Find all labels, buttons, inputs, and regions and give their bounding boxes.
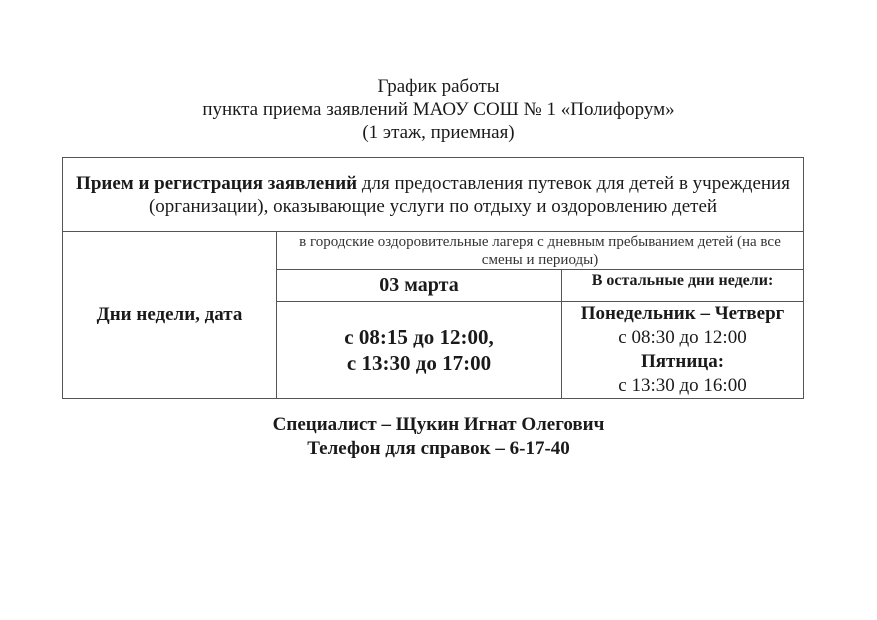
table-row [63, 232, 804, 270]
intro-bold-text: Прием и регистрация заявлений [76, 172, 358, 194]
camp-note: в городские оздоровительные лагеря с дневным пребыванием детей (на все смены и периоды) [299, 233, 781, 268]
friday-time: с 13:30 до 16:00 [618, 375, 747, 396]
document-header [0, 75, 877, 144]
date-heading: 03 марта [379, 274, 459, 296]
phone-line: Телефон для справок – 6-17-40 [307, 438, 570, 459]
date-time-line-2: с 13:30 до 17:00 [346, 351, 492, 375]
document-footer [0, 413, 877, 461]
intro-text: для предоставления путевок для детей в учреждения (организации), оказывающие услуги по отдыху и оздоровлению детей [148, 172, 790, 217]
table-row [63, 158, 804, 232]
mon-thu-label: Понедельник – Четверг [580, 303, 785, 324]
date-time-line-1: с 08:15 до 12:00, [344, 325, 494, 349]
other-times-cell [562, 302, 804, 399]
mon-thu-time: с 08:30 до 12:00 [618, 327, 747, 348]
header-title: График работы [377, 76, 500, 97]
days-label-cell [63, 232, 277, 399]
specialist-line: Специалист – Щукин Игнат Олегович [272, 414, 605, 435]
other-days-heading: В остальные дни недели: [591, 272, 774, 289]
header-subtitle: пункта приема заявлений МАОУ СОШ № 1 «Полифорум» [202, 99, 675, 120]
schedule-table [62, 157, 804, 399]
intro-cell [63, 158, 804, 232]
days-label: Дни недели, дата [96, 304, 243, 325]
other-days-heading-cell [562, 270, 804, 302]
camp-note-cell [277, 232, 804, 270]
date-times-cell [277, 302, 562, 399]
friday-label: Пятница: [640, 351, 725, 372]
header-location: (1 этаж, приемная) [362, 122, 515, 143]
date-heading-cell [277, 270, 562, 302]
